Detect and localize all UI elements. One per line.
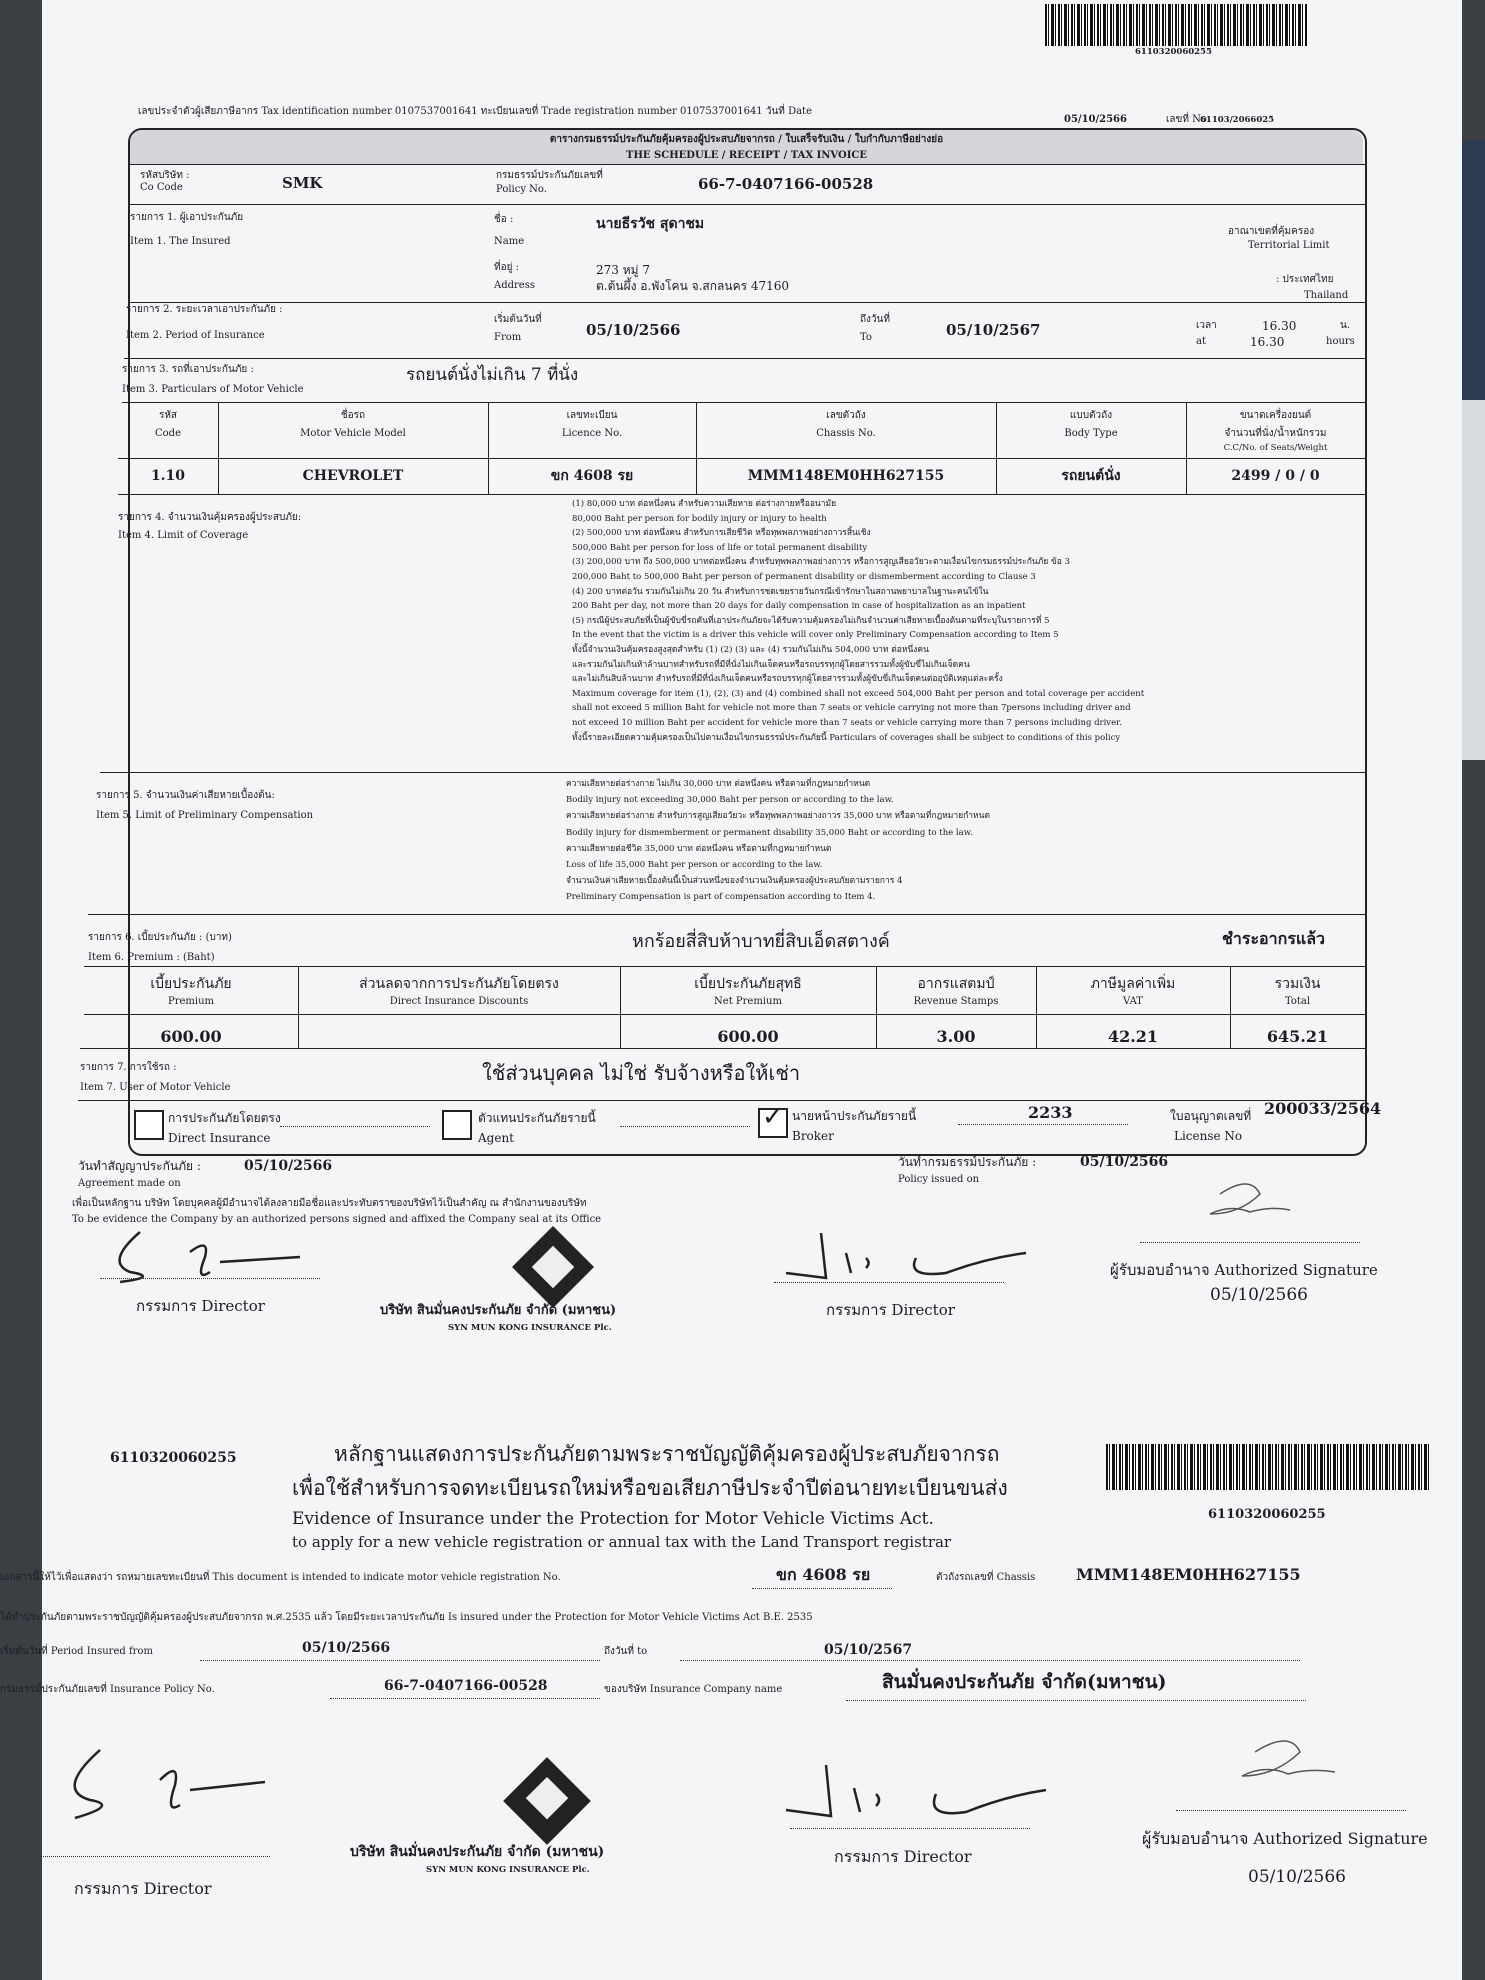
barcode-top-number: 6110320060255: [1135, 47, 1212, 57]
premium-cell-4: 42.21: [1107, 1027, 1159, 1046]
premium-col-3-th: อากรแสตมป์: [917, 976, 995, 992]
time-unit: น.: [1340, 320, 1351, 331]
direct-insurance-label-en: Direct Insurance: [168, 1131, 271, 1145]
authorized-label-1: ผู้รับมอบอำนาจ Authorized Signature: [1110, 1261, 1378, 1279]
coverage-line: และรวมกันไม่เกินห้าล้านบาทสำหรับรถที่มีที่นั่งไม่เกินเจ็ดคนหรือรถบรรทุกผู้โดยสารรวมทั้งผู้ขับขี่ไม่เกินเจ็ดคน: [572, 659, 970, 670]
item4-label-en: Item 4. Limit of Coverage: [118, 530, 249, 541]
director-signature-4: [776, 1750, 1056, 1830]
chassis-number: MMM148EM0HH627155: [1076, 1565, 1301, 1584]
item5-label-en: Item 5. Limit of Preliminary Compensation: [96, 810, 314, 821]
address-line2: ต.ต้นผึ้ง อ.พังโคน จ.สกลนคร 47160: [596, 279, 790, 293]
header-date: 05/10/2566: [1064, 114, 1127, 125]
item7-label: รายการ 7. การใช้รถ :: [80, 1062, 177, 1073]
time-unit-en: hours: [1326, 336, 1355, 347]
premium-cell-2: 600.00: [717, 1027, 779, 1046]
period-to: 05/10/2567: [946, 321, 1041, 339]
premium-col-0-th: เบี้ยประกันภัย: [150, 976, 232, 992]
time-to: 16.30: [1250, 335, 1285, 349]
item6-label: รายการ 6. เบี้ยประกันภัย : (บาท): [88, 932, 232, 943]
barcode-bottom: [1106, 1444, 1430, 1490]
vehicle-col-2-th: เลขทะเบียน: [566, 410, 618, 421]
evidence-company: สินมั่นคงประกันภัย จำกัด(มหาชน): [882, 1671, 1167, 1693]
authorized-signature-2: [1220, 1730, 1350, 1800]
name-label: ชื่อ :: [494, 214, 514, 225]
premium-col-5-th: รวมเงิน: [1274, 976, 1321, 992]
issued-date: 05/10/2566: [1080, 1154, 1169, 1170]
address-label-en: Address: [494, 280, 535, 291]
coverage-line: (3) 200,000 บาท ถึง 500,000 บาทต่อหนึ่งคน สำหรับทุพพลภาพอย่างถาวร หรือการสูญเสียอวัยวะตามเงื่อนไขกรมธรรม์ประกันภัย ข้อ 3: [572, 557, 1071, 568]
registration-number: ขก 4608 รย: [776, 1565, 871, 1584]
agent-label: ตัวแทนประกันภัยรายนี้: [478, 1111, 596, 1125]
stamp-paid-note: ชำระอากรแล้ว: [1222, 929, 1326, 948]
evidence-title-th2: เพื่อใช้สำหรับการจดทะเบียนรถใหม่หรือขอเสียภาษีประจำปีต่อนายทะเบียนขนส่ง: [292, 1476, 1008, 1500]
license-label-en: License No: [1174, 1129, 1243, 1143]
coverage-line: shall not exceed 5 million Baht for vehicle not more than 7 seats or vehicle carrying not more than 7persons including driver and: [572, 703, 1131, 714]
item1-label: รายการ 1. ผู้เอาประกันภัย: [130, 212, 244, 223]
vehicle-col-1-en: Motor Vehicle Model: [300, 428, 406, 439]
from-label-en: From: [494, 332, 522, 343]
time-label: เวลา: [1196, 320, 1217, 331]
time-label-en: at: [1196, 336, 1206, 347]
item7-label-en: Item 7. User of Motor Vehicle: [80, 1082, 231, 1093]
agent-checkbox[interactable]: [442, 1110, 472, 1140]
director-signature-1: [100, 1222, 320, 1292]
evidence-from: 05/10/2566: [302, 1640, 391, 1656]
premium-col-2-th: เบี้ยประกันภัยสุทธิ: [694, 976, 802, 992]
barcode-top: [1045, 4, 1307, 46]
authorized-date-1: 05/10/2566: [1210, 1285, 1308, 1305]
premium-col-1-en: Direct Insurance Discounts: [389, 996, 529, 1007]
coverage-line: In the event that the victim is a driver this vehicle will cover only Preliminary Compensation according to Item 5: [572, 630, 1059, 641]
premium-cell-3: 3.00: [936, 1027, 976, 1046]
item3-label-en: Item 3. Particulars of Motor Vehicle: [122, 384, 304, 395]
premium-col-4-th: ภาษีมูลค่าเพิ่ม: [1090, 976, 1176, 992]
tax-id-line: เลขประจำตัวผู้เสียภาษีอากร Tax identification number 0107537001641 ทะเบียนเลขที่ Trade registration number 0107537001641 วันที่ Date: [138, 106, 812, 117]
evidence-title-en1: Evidence of Insurance under the Protection for Motor Vehicle Victims Act.: [292, 1509, 934, 1529]
authorized-date-2: 05/10/2566: [1248, 1867, 1346, 1887]
vehicle-cell-2: ขก 4608 รย: [550, 468, 634, 484]
chassis-label: ตัวถังรถเลขที่ Chassis: [936, 1572, 1036, 1583]
evidence-line1: เอกสารนี้ให้ไว้เพื่อแสดงว่า รถหมายเลขทะเบียนที่ This document is intended to indicate motor vehicle registration No.: [0, 1572, 561, 1583]
agreement-label-en: Agreement made on: [78, 1178, 181, 1189]
vehicle-category: รถยนต์นั่งไม่เกิน 7 ที่นั่ง: [406, 365, 579, 385]
policy-number: 66-7-0407166-00528: [698, 175, 874, 193]
preliminary-line: ความเสียหายต่อร่างกาย ไม่เกิน 30,000 บาท ต่อหนึ่งคน หรือตามที่กฎหมายกำหนด: [566, 779, 871, 789]
address-label: ที่อยู่ :: [494, 262, 520, 273]
period-from-label: เริ่มต้นวันที่ Period Insured from: [0, 1646, 153, 1657]
evidence-to: 05/10/2567: [824, 1642, 913, 1658]
evidence-title-en2: to apply for a new vehicle registration or annual tax with the Land Transport registrar: [292, 1533, 952, 1551]
premium-col-4-en: VAT: [1123, 996, 1143, 1007]
item6-label-en: Item 6. Premium : (Baht): [88, 952, 215, 963]
agreement-date: 05/10/2566: [244, 1158, 333, 1174]
vehicle-col-5-en: จำนวนที่นั่ง/น้ำหนักรวม: [1224, 428, 1327, 439]
broker-checkbox[interactable]: [758, 1102, 788, 1138]
vehicle-col-5-th: ขนาดเครื่องยนต์: [1239, 410, 1312, 421]
premium-col-5-en: Total: [1284, 996, 1311, 1007]
preliminary-line: Bodily injury for dismemberment or permanent disability 35,000 Baht or according to the law.: [566, 827, 973, 838]
item4-label: รายการ 4. จำนวนเงินคุ้มครองผู้ประสบภัย:: [118, 512, 302, 523]
vehicle-col-2-en: Licence No.: [561, 428, 623, 439]
authorized-signature-1: [1190, 1174, 1310, 1234]
broker-number: 2233: [1028, 1103, 1073, 1122]
authorized-label-2: ผู้รับมอบอำนาจ Authorized Signature: [1142, 1829, 1428, 1848]
checkmark-icon: ✓: [762, 1102, 784, 1132]
doc-no: 61103/2066025: [1200, 115, 1275, 125]
from-label: เริ่มต้นวันที่: [494, 314, 542, 325]
coverage-line: Maximum coverage for item (1), (2), (3) and (4) combined shall not exceed 504,000 Baht per person and total coverage per accident: [572, 688, 1145, 699]
evidence-statement: เพื่อเป็นหลักฐาน บริษัท โดยบุคคลผู้มีอำนาจได้ลงลายมือชื่อและประทับตราของบริษัทไว้เป็นสำคัญ ณ สำนักงานของบริษัท: [72, 1198, 587, 1209]
evidence-title-th1: หลักฐานแสดงการประกันภัยตามพระราชบัญญัติคุ้มครองผู้ประสบภัยจากรถ: [334, 1442, 1000, 1466]
vehicle-col-4-th: แบบตัวถัง: [1069, 410, 1113, 421]
item2-label: รายการ 2. ระยะเวลาเอาประกันภัย :: [126, 304, 283, 315]
country: : ประเทศไทย: [1276, 274, 1334, 285]
vehicle-cell-0: 1.10: [150, 468, 186, 484]
coverage-line: ทั้งนี้รายละเอียดความคุ้มครองเป็นไปตามเงื่อนไขกรมธรรม์ประกันภัยนี้ Particulars of coverages shall be subject to conditions of this policy: [572, 732, 1121, 743]
issued-label-en: Policy issued on: [898, 1174, 980, 1185]
direct-insurance-checkbox[interactable]: [134, 1110, 164, 1140]
company-name-2: บริษัท สินมั่นคงประกันภัย จำกัด (มหาชน): [350, 1844, 605, 1860]
coverage-line: (2) 500,000 บาท ต่อหนึ่งคน สำหรับการเสียชีวิต หรือทุพพลภาพอย่างถาวรสิ้นเชิง: [572, 528, 871, 539]
vehicle-col-4-en: Body Type: [1064, 428, 1118, 439]
preliminary-line: Preliminary Compensation is part of compensation according to Item 4.: [566, 892, 876, 903]
director-label-1: กรรมการ Director: [136, 1297, 265, 1315]
coverage-line: not exceed 10 million Baht per accident for vehicle more than 7 seats or vehicle carrying more than 7 persons including driver.: [572, 718, 1122, 728]
evidence-line2: ได้ทำประกันภัยตามพระราชบัญญัติคุ้มครองผู้ประสบภัยจากรถ พ.ศ.2535 แล้ว โดยมีระยะเวลาประกันภัย Is insured under the Protection for Motor Vehicle Victims Act B.E. 2535: [0, 1612, 813, 1623]
insured-name: นายธีรวัช สุดาชม: [596, 216, 705, 232]
doc-no-label: เลขที่ No.: [1166, 114, 1210, 125]
vehicle-cell-5: 2499 / 0 / 0: [1231, 468, 1320, 484]
coverage-line: 200,000 Baht to 500,000 Baht per person of permanent disability or dismemberment according to Clause 3: [572, 572, 1036, 582]
director-label-2: กรรมการ Director: [826, 1301, 955, 1319]
time-from: 16.30: [1262, 319, 1297, 333]
territorial-label: อาณาเขตที่คุ้มครอง: [1228, 226, 1315, 237]
to-label-en: To: [860, 332, 872, 343]
director-signature-3: [50, 1740, 280, 1830]
evidence-company-label: ของบริษัท Insurance Company name: [604, 1684, 783, 1695]
item2-label-en: Item 2. Period of Insurance: [126, 330, 265, 341]
preliminary-line: Loss of life 35,000 Baht per person or according to the law.: [566, 860, 823, 870]
preliminary-line: จำนวนเงินค่าเสียหายเบื้องต้นนี้เป็นส่วนหนึ่งของจำนวนเงินคุ้มครองผู้ประสบภัยตามรายการ 4: [566, 876, 903, 887]
coverage-line: และไม่เกินสิบล้านบาท สำหรับรถที่มีที่นั่งเกินเจ็ดคนหรือรถบรรทุกผู้โดยสารรวมทั้งผู้ขับขี่เกินเจ็ดคนต่ออุบัติเหตุแต่ละครั้ง: [572, 674, 1003, 685]
period-from: 05/10/2566: [586, 321, 681, 339]
vehicle-col-3-en: Chassis No.: [816, 428, 876, 439]
vehicle-col-0-th: รหัส: [158, 410, 178, 421]
director-signature-2: [776, 1218, 1036, 1288]
coverage-line: 80,000 Baht per person for bodily injury or injury to health: [572, 513, 827, 524]
address-line1: 273 หมู่ 7: [596, 263, 650, 277]
agent-label-en: Agent: [478, 1131, 514, 1145]
company-name: บริษัท สินมั่นคงประกันภัย จำกัด (มหาชน): [380, 1303, 617, 1318]
vehicle-col-3-th: เลขตัวถัง: [826, 410, 866, 421]
license-number: 200033/2564: [1264, 1099, 1382, 1118]
issued-label: วันทำกรมธรรม์ประกันภัย :: [898, 1155, 1037, 1169]
co-code-label-en: Co Code: [140, 182, 183, 193]
agreement-label: วันทำสัญญาประกันภัย :: [78, 1159, 201, 1173]
coverage-line: 500,000 Baht per person for loss of life or total permanent disability: [572, 542, 868, 553]
name-label-en: Name: [494, 236, 525, 247]
vehicle-col-0-en: Code: [155, 428, 181, 439]
evidence-statement-en: To be evidence the Company by an authorized persons signed and affixed the Company seal at its Office: [72, 1214, 602, 1225]
preliminary-line: ความเสียหายต่อชีวิต 35,000 บาท ต่อหนึ่งคน หรือตามที่กฎหมายกำหนด: [566, 843, 832, 854]
evidence-policy-label: กรมธรรม์ประกันภัยเลขที่ Insurance Policy No.: [0, 1684, 215, 1695]
title-en: THE SCHEDULE / RECEIPT / TAX INVOICE: [626, 150, 867, 161]
premium-col-2-en: Net Premium: [714, 996, 782, 1007]
policy-label-en: Policy No.: [496, 184, 547, 195]
premium-cell-0: 600.00: [160, 1027, 222, 1046]
vehicle-use: ใช้ส่วนบุคคล ไม่ใช่ รับจ้างหรือให้เช่า: [482, 1061, 801, 1085]
item5-label: รายการ 5. จำนวนเงินค่าเสียหายเบื้องต้น:: [96, 790, 275, 801]
broker-label: นายหน้าประกันภัยรายนี้: [792, 1109, 917, 1123]
vehicle-cell-4: รถยนต์นั่ง: [1061, 468, 1121, 484]
vehicle-cell-3: MMM148EM0HH627155: [747, 468, 945, 484]
period-to-label: ถึงวันที่ to: [604, 1646, 648, 1657]
evidence-number-right: 6110320060255: [1208, 1507, 1326, 1522]
co-code-label: รหัสบริษัท :: [140, 170, 190, 181]
coverage-line: (1) 80,000 บาท ต่อหนึ่งคน สำหรับความเสียหาย ต่อร่างกายหรืออนามัย: [572, 499, 837, 509]
broker-label-en: Broker: [792, 1129, 834, 1143]
premium-in-words: หกร้อยสี่สิบห้าบาทยี่สิบเอ็ดสตางค์: [632, 931, 890, 952]
premium-col-0-en: Premium: [167, 996, 215, 1007]
territorial-label-en: Territorial Limit: [1248, 240, 1330, 251]
vehicle-col-5-en2: C.C/No. of Seats/Weight: [1223, 443, 1328, 453]
evidence-policy: 66-7-0407166-00528: [384, 1678, 548, 1694]
country-en: Thailand: [1304, 290, 1349, 301]
preliminary-line: Bodily injury not exceeding 30,000 Baht per person or according to the law.: [566, 795, 894, 806]
coverage-line: (5) กรณีผู้ประสบภัยที่เป็นผู้ขับขี่รถคันที่เอาประกันภัยจะได้รับความคุ้มครองไม่เกินจำนวนค่าเสียหายเบื้องต้นตามที่ระบุในรายการที่ 5: [572, 615, 1050, 626]
director-label-4: กรรมการ Director: [834, 1847, 972, 1866]
vehicle-cell-1: CHEVROLET: [302, 468, 404, 484]
item1-label-en: Item 1. The Insured: [130, 236, 231, 247]
premium-col-3-en: Revenue Stamps: [913, 996, 999, 1007]
license-label: ใบอนุญาตเลขที่: [1170, 1109, 1252, 1123]
premium-col-1-th: ส่วนลดจากการประกันภัยโดยตรง: [359, 976, 559, 992]
co-code: SMK: [282, 174, 323, 192]
title-th: ตารางกรมธรรม์ประกันภัยคุ้มครองผู้ประสบภัยจากรถ / ใบเสร็จรับเงิน / ใบกำกับภาษีอย่างย่อ: [549, 134, 944, 145]
premium-cell-5: 645.21: [1266, 1027, 1329, 1046]
direct-insurance-label: การประกันภัยโดยตรง: [168, 1111, 281, 1125]
preliminary-line: ความเสียหายต่อร่างกาย สำหรับการสูญเสียอวัยวะ หรือทุพพลภาพอย่างถาวร 35,000 บาท หรือตามที่กฎหมายกำหนด: [566, 811, 990, 822]
coverage-line: (4) 200 บาทต่อวัน รวมกันไม่เกิน 20 วัน สำหรับการชดเชยรายวันกรณีเข้ารักษาในสถานพยาบาลในฐานะคนไข้ใน: [572, 586, 989, 597]
item3-label: รายการ 3. รถที่เอาประกันภัย :: [122, 364, 254, 375]
company-name-en-2: SYN MUN KONG INSURANCE Plc.: [426, 1865, 590, 1875]
coverage-line: 200 Baht per day, not more than 20 days for daily compensation in case of hospitalization as an inpatient: [572, 601, 1026, 612]
company-name-en: SYN MUN KONG INSURANCE Plc.: [448, 1323, 612, 1333]
policy-label: กรมธรรม์ประกันภัยเลขที่: [496, 170, 603, 181]
coverage-line: ทั้งนี้จำนวนเงินคุ้มครองสูงสุดสำหรับ (1) (2) (3) และ (4) รวมกันไม่เกิน 504,000 บาท ต่อหนึ่งคน: [572, 645, 929, 655]
vehicle-col-1-th: ชื่อรถ: [340, 410, 366, 421]
evidence-number-left: 6110320060255: [110, 1450, 237, 1466]
to-label: ถึงวันที่: [860, 314, 890, 325]
director-label-3: กรรมการ Director: [74, 1879, 212, 1898]
